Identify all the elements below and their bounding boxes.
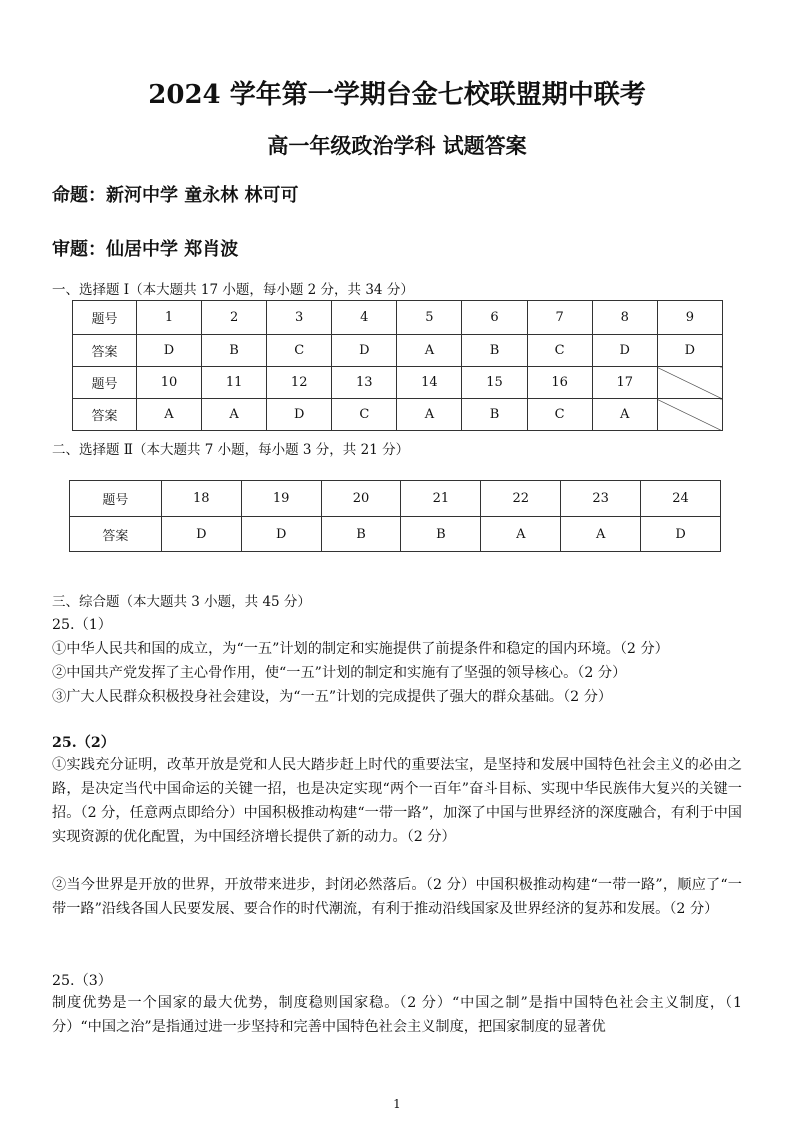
section2-heading: 二、选择题 Ⅱ（本大题共 7 小题，每小题 3 分，共 21 分） — [52, 442, 410, 458]
question-number: 18 — [161, 481, 241, 517]
question-number: 8 — [592, 301, 657, 335]
question-number: 9 — [657, 301, 722, 335]
answer-cell: C — [527, 399, 592, 431]
answer-cell: D — [641, 517, 721, 552]
row-label-question: 题号 — [73, 301, 137, 335]
answer-cell: D — [267, 399, 332, 431]
section3-heading: 三、综合题（本大题共 3 小题，共 45 分） — [52, 594, 311, 610]
answer-cell: B — [321, 517, 401, 552]
row-label-question: 题号 — [70, 481, 162, 517]
table-row — [70, 517, 721, 552]
section2-answer-table — [69, 480, 721, 552]
question-number: 4 — [332, 301, 397, 335]
answer-cell: C — [267, 335, 332, 367]
question-number: 3 — [267, 301, 332, 335]
question-number: 11 — [202, 367, 267, 399]
table-row — [73, 301, 723, 335]
question-25-2-label: 25.（2） — [52, 735, 115, 751]
empty-diagonal-cell — [657, 367, 722, 399]
question-number: 17 — [592, 367, 657, 399]
answer-item: ③广大人民群众积极投身社会建设，为“一五”计划的完成提供了强大的群众基础。（2 分） — [52, 689, 613, 705]
question-number: 19 — [241, 481, 321, 517]
table-row — [73, 367, 723, 399]
question-number: 21 — [401, 481, 481, 517]
answer-cell: D — [241, 517, 321, 552]
answer-cell: A — [592, 399, 657, 431]
answer-cell: C — [332, 399, 397, 431]
page-number: 1 — [393, 1097, 401, 1111]
answer-paragraph: 制度优势是一个国家的最大优势，制度稳则国家稳。（2 分）“中国之制”是指中国特色社会主义制度，（1 分）“中国之治”是指通过进一步坚持和完善中国特色社会主义制度，把国家制度的显著优 — [52, 995, 742, 1035]
table-row — [73, 399, 723, 431]
answer-cell: B — [401, 517, 481, 552]
question-number: 12 — [267, 367, 332, 399]
answer-cell: D — [332, 335, 397, 367]
answer-cell: B — [462, 335, 527, 367]
table-row — [70, 481, 721, 517]
answer-cell: A — [397, 335, 462, 367]
question-number: 20 — [321, 481, 401, 517]
row-label-question: 题号 — [73, 367, 137, 399]
answer-item: ①中华人民共和国的成立，为“一五”计划的制定和实施提供了前提条件和稳定的国内环境。（2 分） — [52, 641, 669, 657]
question-number: 13 — [332, 367, 397, 399]
question-number: 5 — [397, 301, 462, 335]
row-label-answer: 答案 — [73, 399, 137, 431]
question-25-3-label: 25.（3） — [52, 973, 112, 989]
question-number: 2 — [202, 301, 267, 335]
answer-paragraph: ①实践充分证明，改革开放是党和人民大踏步赶上时代的重要法宝，是坚持和发展中国特色社会主义的必由之路，是决定当代中国命运的关键一招，也是决定实现“两个一百年”奋斗目标、实现中华民族伟大复兴的关键一招。（2 分，任意两点即给分）中国积极推动构建“一带一路”，加深了中国与世界经济的深度融合，有利于中国实现资源的优化配置，为中国经济增长提供了新的动力。（2 分） — [52, 757, 742, 845]
answer-cell: A — [202, 399, 267, 431]
row-label-answer: 答案 — [70, 517, 162, 552]
section1-heading: 一、选择题 Ⅰ（本大题共 17 小题，每小题 2 分，共 34 分） — [52, 282, 414, 298]
question-number: 14 — [397, 367, 462, 399]
question-25-1-label: 25.（1） — [52, 617, 112, 633]
answer-paragraph: ②当今世界是开放的世界，开放带来进步，封闭必然落后。（2 分）中国积极推动构建“一带一路”，顺应了“一带一路”沿线各国人民要发展、要合作的时代潮流，有利于推动沿线国家及世界经济的复苏和发展。（2 分） — [52, 877, 742, 917]
answer-cell: B — [462, 399, 527, 431]
answer-cell: B — [202, 335, 267, 367]
answer-cell: D — [136, 335, 201, 367]
question-number: 1 — [136, 301, 201, 335]
question-number: 15 — [462, 367, 527, 399]
document-subtitle: 高一年级政治学科 试题答案 — [267, 133, 527, 158]
answer-cell: A — [136, 399, 201, 431]
document-title: 2024 学年第一学期台金七校联盟期中联考 — [148, 80, 646, 110]
answer-item: ②中国共产党发挥了主心骨作用，使“一五”计划的制定和实施有了坚强的领导核心。（2 分） — [52, 665, 627, 681]
question-number: 24 — [641, 481, 721, 517]
answer-cell: D — [592, 335, 657, 367]
question-number: 23 — [561, 481, 641, 517]
question-number: 22 — [481, 481, 561, 517]
question-number: 6 — [462, 301, 527, 335]
answer-cell: A — [481, 517, 561, 552]
reviewer-line: 审题：仙居中学 郑肖波 — [52, 239, 239, 260]
answer-cell: C — [527, 335, 592, 367]
answer-cell: D — [161, 517, 241, 552]
table-row — [73, 335, 723, 367]
row-label-answer: 答案 — [73, 335, 137, 367]
proposer-line: 命题：新河中学 童永林 林可可 — [52, 185, 299, 206]
answer-cell: A — [561, 517, 641, 552]
answer-cell: D — [657, 335, 722, 367]
section1-answer-table — [72, 300, 723, 431]
empty-diagonal-cell — [657, 399, 722, 431]
question-number: 16 — [527, 367, 592, 399]
question-number: 10 — [136, 367, 201, 399]
question-number: 7 — [527, 301, 592, 335]
answer-cell: A — [397, 399, 462, 431]
